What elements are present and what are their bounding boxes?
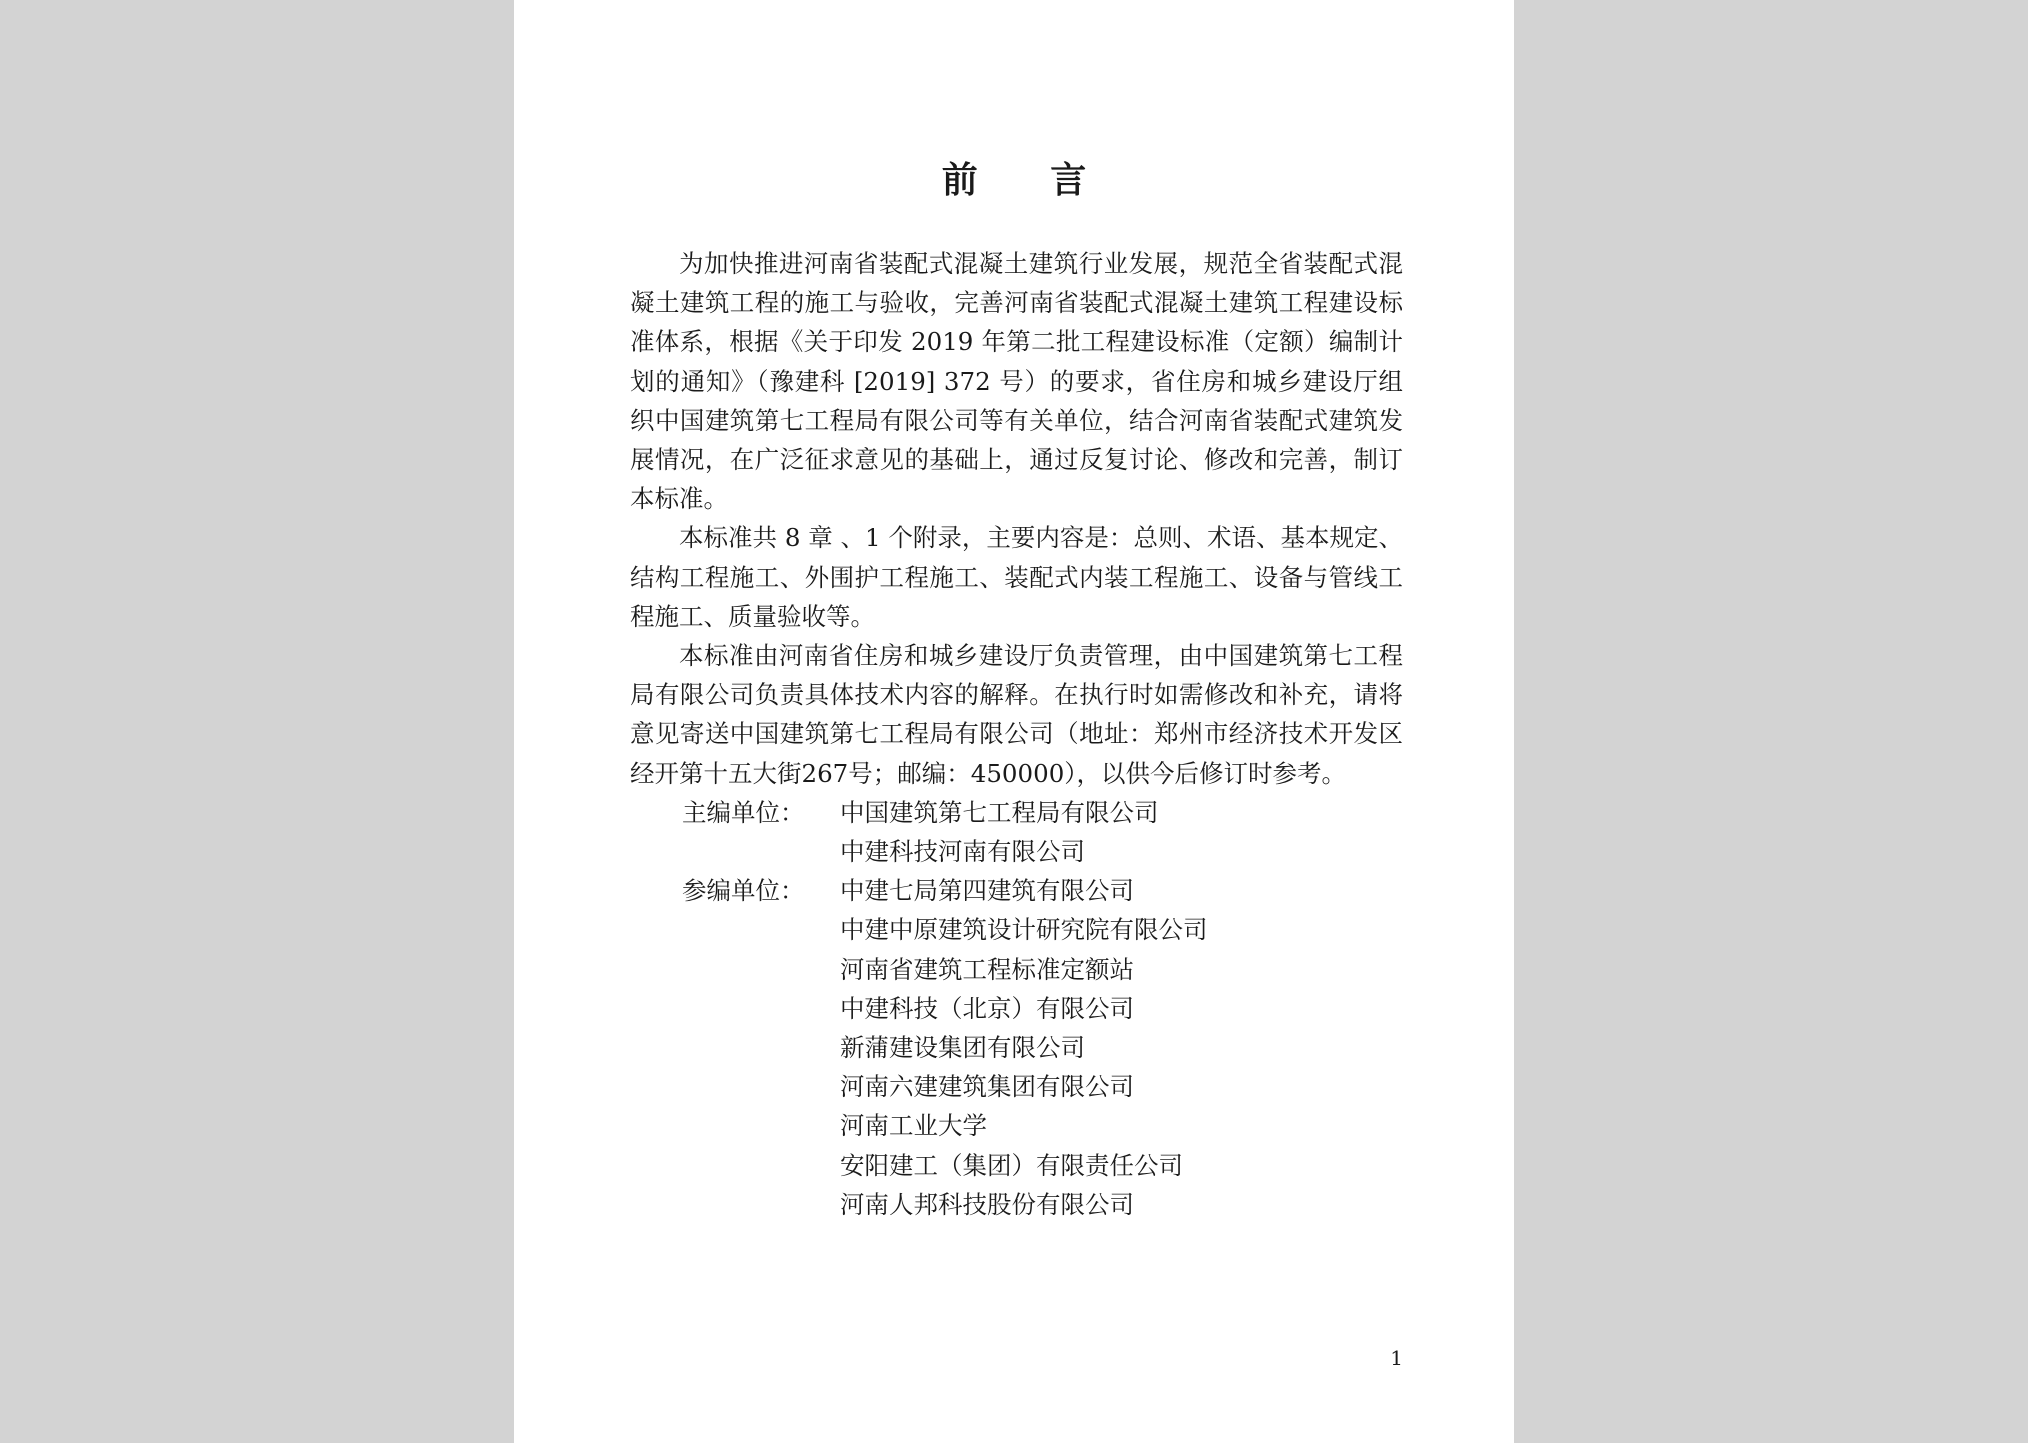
- participating-unit-item: 中建七局第四建筑有限公司: [840, 876, 1134, 906]
- paragraph-purpose: 为加快推进河南省装配式混凝土建筑行业发展，规范全省装配式混凝土建筑工程的施工与验收，完善河南省装配式混凝土建筑工程建设标准体系，根据《关于印发 2019 年第二批工程建设标准（定额）编制计划的通知》（豫建科 [2019] 372 号）的要求，省住房和城乡建设厅组织中国建筑第七工程局有限公司等有关单位，结合河南省装配式建筑发展情况，在广泛征求意见的基础上，通过反复讨论、修改和完善，制订本标准。: [630, 249, 1403, 514]
- paragraph-contents: 本标准共 8 章 、1 个附录，主要内容是：总则、术语、基本规定、结构工程施工、外围护工程施工、装配式内装工程施工、设备与管线工程施工、质量验收等。: [630, 523, 1403, 631]
- participating-unit-item: 中建科技（北京）有限公司: [840, 993, 1134, 1023]
- participating-unit-item: 新蒲建设集团有限公司: [840, 1033, 1085, 1063]
- participating-unit-item: 中建中原建筑设计研究院有限公司: [840, 915, 1208, 945]
- document-page: [514, 0, 1514, 1443]
- page-number: 1: [1390, 1346, 1403, 1370]
- document-body: [630, 244, 1403, 1224]
- participating-units: [630, 871, 1403, 1224]
- participating-units-label: 参编单位：: [682, 876, 805, 906]
- participating-unit-item: 河南工业大学: [840, 1111, 987, 1141]
- participating-unit-item: 河南六建建筑集团有限公司: [840, 1072, 1134, 1102]
- participating-unit-item: 安阳建工（集团）有限责任公司: [840, 1150, 1183, 1180]
- paragraph-management: 本标准由河南省住房和城乡建设厅负责管理，由中国建筑第七工程局有限公司负责具体技术内容的解释。在执行时如需修改和补充，请将意见寄送中国建筑第七工程局有限公司（地址：郑州市经济技术开发区经开第十五大街267号；邮编：450000），以供今后修订时参考。: [630, 641, 1403, 788]
- chief-units-label: 主编单位：: [682, 797, 805, 827]
- participating-unit-item: 河南人邦科技股份有限公司: [840, 1189, 1134, 1219]
- chief-units-list: [840, 793, 1403, 871]
- chief-unit-item: 中国建筑第七工程局有限公司: [840, 797, 1159, 827]
- participating-unit-item: 河南省建筑工程标准定额站: [840, 954, 1134, 984]
- chief-unit-item: 中建科技河南有限公司: [840, 837, 1085, 867]
- participating-units-list: [840, 871, 1403, 1224]
- page-title: 前 言: [941, 159, 1117, 201]
- chief-units: [630, 793, 1403, 871]
- units-section: [630, 793, 1403, 1224]
